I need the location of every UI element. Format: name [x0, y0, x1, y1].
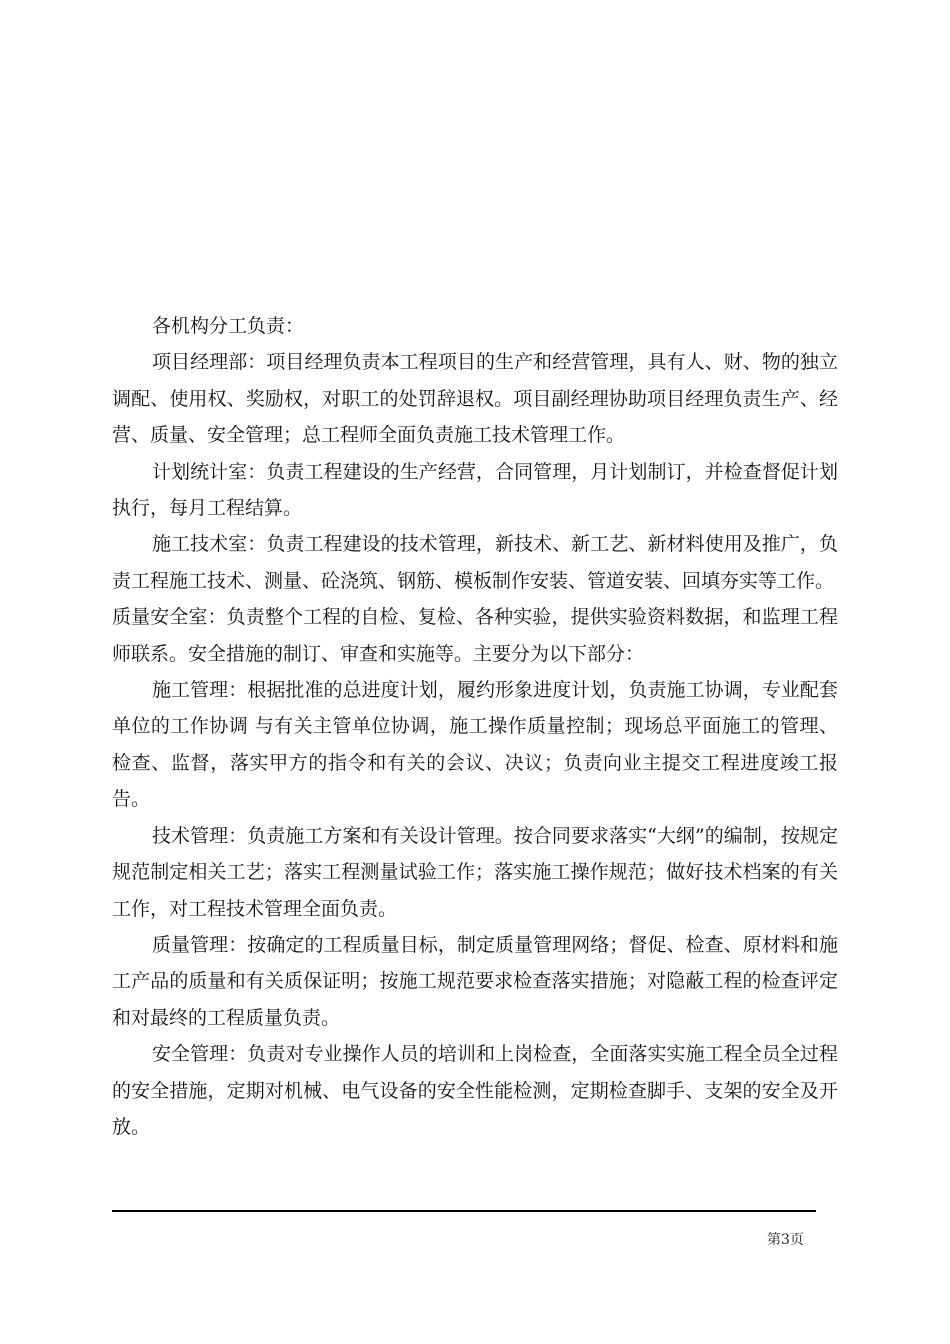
paragraph-quality-safety-office: 质量安全室：负责整个工程的自检、复检、各种实验，提供实验资料数据，和监理工程师联系。安全措施的制订、审查和实施等。主要分为以下部分：: [112, 606, 838, 665]
footer-divider: [112, 1210, 816, 1212]
paragraph-planning-office: 计划统计室：负责工程建设的生产经营，合同管理，月计划制订，并检查督促计划执行，每月工程结算。: [112, 460, 838, 520]
paragraph-technical-office: 施工技术室：负责工程建设的技术管理，新技术、新工艺、新材料使用及推广，负责工程施工技术、测量、砼浇筑、钢筋、模板制作安装、管道安装、回填夯实等工作。: [112, 533, 838, 592]
paragraph-quality-management: 质量管理：按确定的工程质量目标，制定质量管理网络；督促、检查、原材料和施工产品的质量和有关质保证明；按施工规范要求检查落实措施；对隐蔽工程的检查评定和对最终的工程质量负责。: [112, 933, 838, 1029]
paragraph-project-dept: 项目经理部：项目经理负责本工程项目的生产和经营管理，具有人、财、物的独立调配、使用权、奖励权，对职工的处罚辞退权。项目副经理协助项目经理负责生产、经营、质量、安全管理；总工程师全面负责施工技术管理工作。: [112, 351, 838, 447]
paragraph-safety-management: 安全管理：负责对专业操作人员的培训和上岗检查，全面落实实施工程全员全过程的安全措施，定期对机械、电气设备的安全性能检测，定期检查脚手、支架的安全及开放。: [112, 1043, 838, 1138]
section-heading: 各机构分工负责：: [152, 315, 305, 337]
paragraph-construction-management: 施工管理：根据批准的总进度计划，履约形象进度计划，负责施工协调，专业配套单位的工作协调 与有关主管单位协调，施工操作质量控制；现场总平面施工的管理、检查、监督，落实甲方的指令和有关的会议、决议；负责向业主提交工程进度竣工报告。: [112, 679, 838, 811]
paragraph-technical-management: 技术管理：负责施工方案和有关设计管理。按合同要求落实“大纲”的编制，按规定规范制定相关工艺；落实工程测量试验工作；落实施工操作规范；做好技术档案的有关工作，对工程技术管理全面负责。: [112, 824, 838, 920]
page-number: 第3页: [767, 1232, 804, 1248]
document-body: [112, 308, 838, 1145]
